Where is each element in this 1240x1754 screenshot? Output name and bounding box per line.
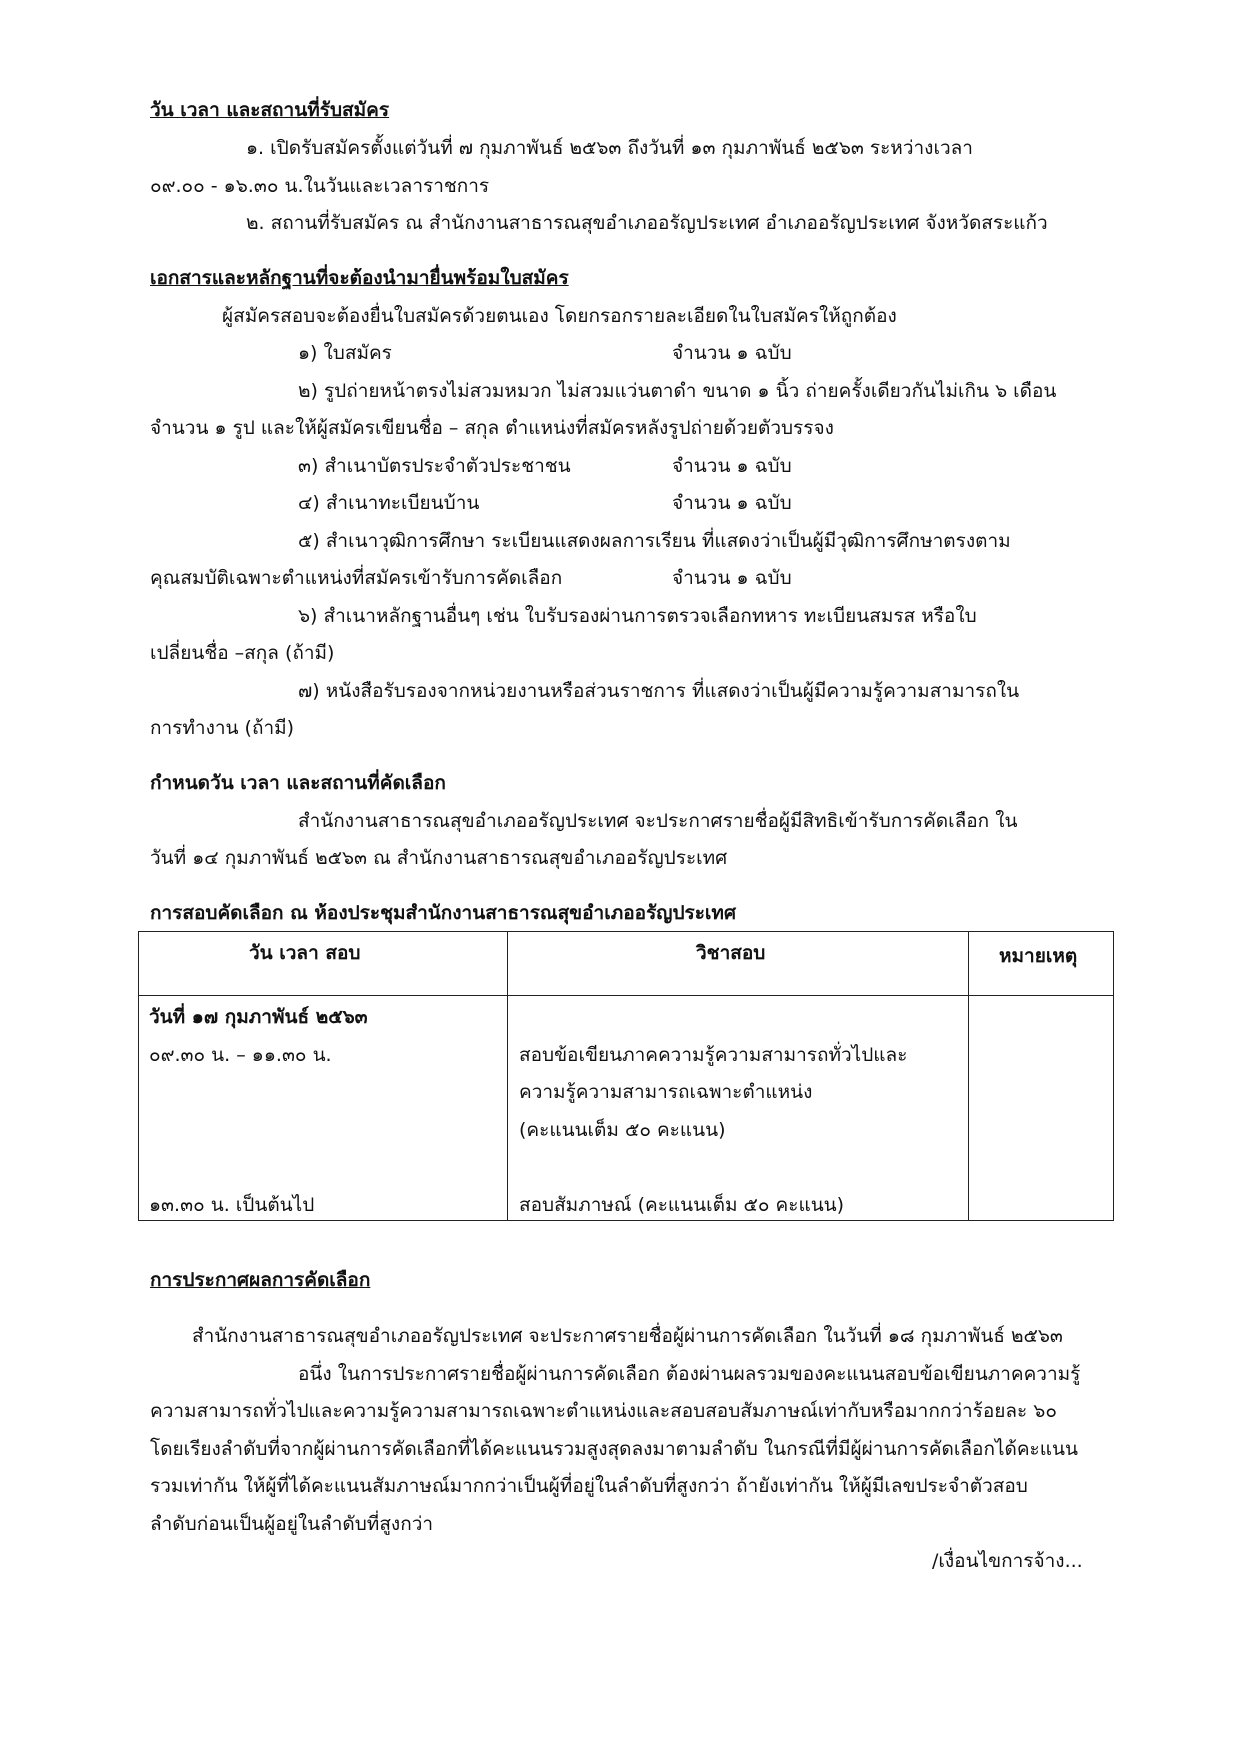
doc-item-3-quantity: จำนวน ๑ ฉบับ: [672, 455, 792, 477]
schedule-line-1: สำนักงานสาธารณสุขอำเภออรัญประเทศ จะประกาศรายชื่อผู้มีสิทธิเข้ารับการคัดเลือก ใน: [298, 810, 1018, 832]
exam-time-interview: ๑๓.๓๐ น. เป็นต้นไป: [149, 1194, 315, 1216]
exam-subject-written-line-1: สอบข้อเขียนภาคความรู้ความสามารถทั่วไปและ: [519, 1044, 908, 1066]
apply-item-1-line-2: ๐๙.๐๐ - ๑๖.๓๐ น.ในวันและเวลาราชการ: [150, 175, 490, 197]
table-header-datetime: วัน เวลา สอบ: [249, 942, 361, 964]
doc-item-1-quantity: จำนวน ๑ ฉบับ: [672, 342, 792, 364]
doc-item-5-line-2: คุณสมบัติเฉพาะตำแหน่งที่สมัครเข้ารับการคัดเลือก: [150, 567, 563, 589]
section-heading-exam: การสอบคัดเลือก ณ ห้องประชุมสำนักงานสาธารณสุขอำเภออรัญประเทศ: [150, 902, 737, 924]
section-heading-schedule: กำหนดวัน เวลา และสถานที่คัดเลือก: [150, 772, 446, 794]
doc-item-6-line-1: ๖) สำเนาหลักฐานอื่นๆ เช่น ใบรับรองผ่านการตรวจเลือกทหาร ทะเบียนสมรส หรือใบ: [298, 605, 977, 627]
apply-item-1-line-1: ๑. เปิดรับสมัครตั้งแต่วันที่ ๗ กุมภาพันธ์ ๒๕๖๓ ถึงวันที่ ๑๓ กุมภาพันธ์ ๒๕๖๓ ระหว่างเวลา: [246, 137, 973, 159]
table-column-divider: [968, 932, 969, 1220]
result-paragraph-2-line-2: ความสามารถทั่วไปและความรู้ความสามารถเฉพาะตำแหน่งและสอบสอบสัมภาษณ์เท่ากับหรือมากกว่าร้อยละ ๖๐: [150, 1400, 1057, 1422]
doc-item-6-line-2: เปลี่ยนชื่อ –สกุล (ถ้ามี): [150, 642, 335, 664]
result-paragraph-2-line-1: อนึ่ง ในการประกาศรายชื่อผู้ผ่านการคัดเลือก ต้องผ่านผลรวมของคะแนนสอบข้อเขียนภาคความรู้: [298, 1363, 1081, 1385]
continued-marker: /เงื่อนไขการจ้าง...: [932, 1550, 1083, 1572]
table-header-subject: วิชาสอบ: [696, 942, 766, 964]
exam-subject-written-line-2: ความรู้ความสามารถเฉพาะตำแหน่ง: [519, 1081, 813, 1103]
result-paragraph-2-line-5: ลำดับก่อนเป็นผู้อยู่ในลำดับที่สูงกว่า: [150, 1513, 434, 1535]
section-heading-documents: เอกสารและหลักฐานที่จะต้องนำมายื่นพร้อมใบสมัคร: [150, 267, 569, 289]
exam-table: [138, 931, 1114, 1221]
exam-time-written: ๐๙.๓๐ น. – ๑๑.๓๐ น.: [149, 1044, 332, 1066]
result-paragraph-2-line-3: โดยเรียงลำดับที่จากผู้ผ่านการคัดเลือกที่ได้คะแนนรวมสูงสุดลงมาตามลำดับ ในกรณีที่มีผู้ผ่านการคัดเลือกได้คะแนน: [150, 1438, 1078, 1460]
doc-item-5-quantity: จำนวน ๑ ฉบับ: [672, 567, 792, 589]
doc-item-7-line-1: ๗) หนังสือรับรองจากหน่วยงานหรือส่วนราชการ ที่แสดงว่าเป็นผู้มีความรู้ความสามารถใน: [298, 680, 1020, 702]
schedule-line-2: วันที่ ๑๔ กุมภาพันธ์ ๒๕๖๓ ณ สำนักงานสาธารณสุขอำเภออรัญประเทศ: [150, 847, 728, 869]
section-heading-apply: วัน เวลา และสถานที่รับสมัคร: [150, 99, 390, 121]
doc-item-7-line-2: การทำงาน (ถ้ามี): [150, 717, 295, 739]
table-header-divider: [139, 995, 1113, 996]
doc-item-4-quantity: จำนวน ๑ ฉบับ: [672, 492, 792, 514]
documents-intro: ผู้สมัครสอบจะต้องยื่นใบสมัครด้วยตนเอง โดยกรอกรายละเอียดในใบสมัครให้ถูกต้อง: [222, 305, 897, 327]
doc-item-1: ๑) ใบสมัคร: [298, 342, 392, 364]
exam-subject-interview: สอบสัมภาษณ์ (คะแนนเต็ม ๕๐ คะแนน): [519, 1194, 845, 1216]
exam-subject-written-line-3: (คะแนนเต็ม ๕๐ คะแนน): [519, 1119, 726, 1141]
doc-item-3: ๓) สำเนาบัตรประจำตัวประชาชน: [298, 455, 571, 477]
exam-date: วันที่ ๑๗ กุมภาพันธ์ ๒๕๖๓: [149, 1006, 368, 1028]
section-heading-result: การประกาศผลการคัดเลือก: [150, 1269, 371, 1291]
doc-item-2-line-1: ๒) รูปถ่ายหน้าตรงไม่สวมหมวก ไม่สวมแว่นตาดำ ขนาด ๑ นิ้ว ถ่ายครั้งเดียวกันไม่เกิน ๖ เดือน: [298, 380, 1057, 402]
doc-item-4: ๔) สำเนาทะเบียนบ้าน: [298, 492, 480, 514]
result-paragraph-1: สำนักงานสาธารณสุขอำเภออรัญประเทศ จะประกาศรายชื่อผู้ผ่านการคัดเลือก ในวันที่ ๑๘ กุมภาพันธ์ ๒๕๖๓: [192, 1325, 1063, 1347]
doc-item-2-line-2: จำนวน ๑ รูป และให้ผู้สมัครเขียนชื่อ – สกุล ตำแหน่งที่สมัครหลังรูปถ่ายด้วยตัวบรรจง: [150, 417, 834, 439]
table-column-divider: [507, 932, 508, 1220]
table-header-remark: หมายเหตุ: [999, 945, 1078, 967]
result-paragraph-2-line-4: รวมเท่ากัน ให้ผู้ที่ได้คะแนนสัมภาษณ์มากกว่าเป็นผู้ที่อยู่ในลำดับที่สูงกว่า ถ้ายังเท่ากัน ให้ผู้มีเลขประจำตัวสอบ: [150, 1475, 1028, 1497]
doc-item-5-line-1: ๕) สำเนาวุฒิการศึกษา ระเบียนแสดงผลการเรียน ที่แสดงว่าเป็นผู้มีวุฒิการศึกษาตรงตาม: [298, 530, 1011, 552]
apply-item-2: ๒. สถานที่รับสมัคร ณ สำนักงานสาธารณสุขอำเภออรัญประเทศ อำเภออรัญประเทศ จังหวัดสระแก้ว: [246, 212, 1048, 234]
